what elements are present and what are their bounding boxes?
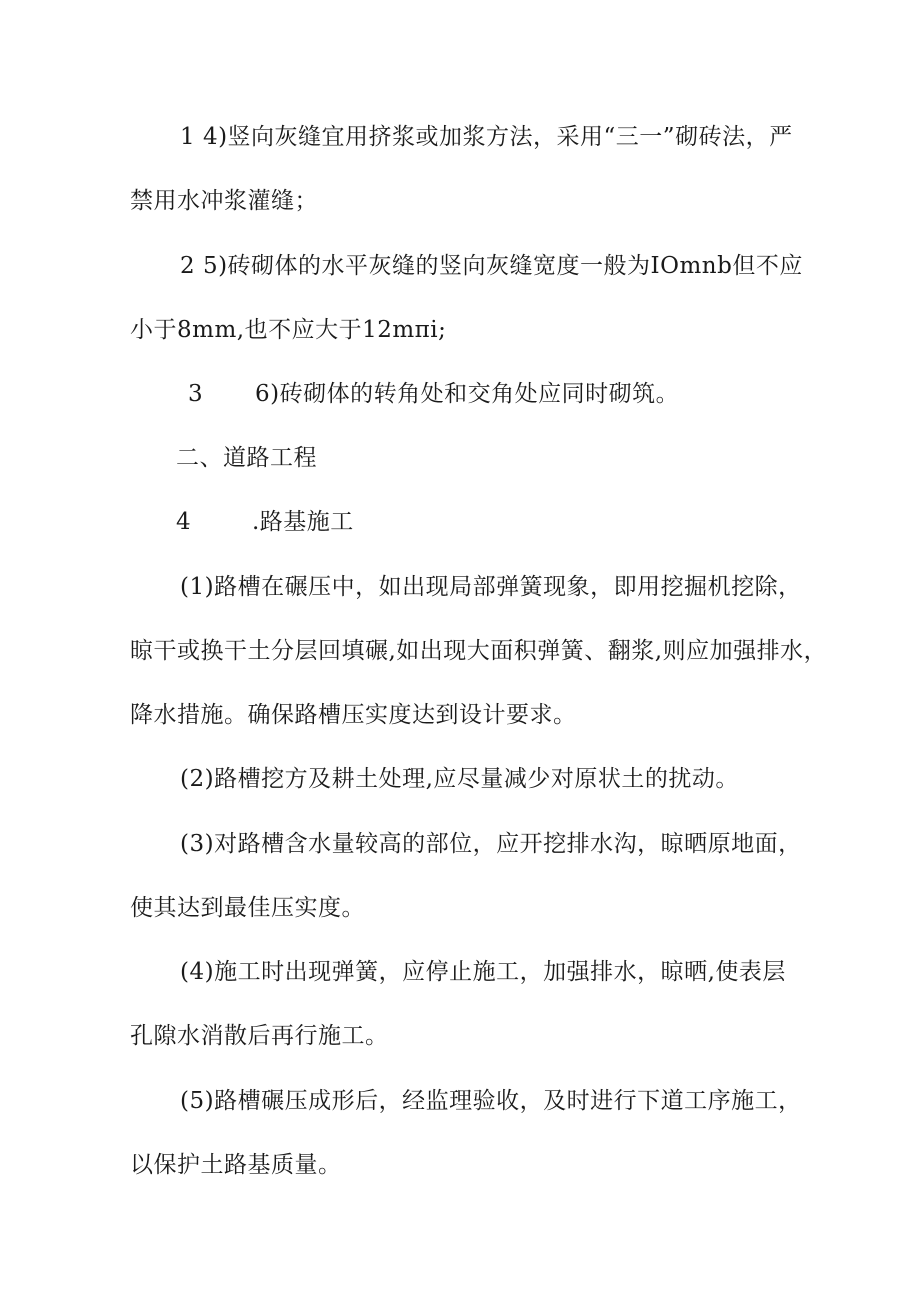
section-heading: 二、道路工程: [176, 445, 317, 471]
list-number: 4: [176, 509, 192, 535]
text-line: (2)路槽挖方及耕土处理,应尽量减少对原状土的扰动。: [180, 766, 739, 792]
text-line: (4)施工时出现弹簧，应停止施工，加强排水，晾晒,使表层: [180, 959, 786, 985]
text-line: 6)砖砌体的转角处和交角处应同时砌筑。: [255, 381, 680, 407]
list-number: 3: [188, 381, 204, 407]
text-line: (1)路槽在碾压中，如出现局部弹簧现象，即用挖掘机挖除，: [180, 574, 802, 600]
text-line: 1 4)竖向灰缝宜用挤浆或加浆方法，采用“三一”砌砖法，严: [180, 124, 793, 150]
text-line: 晾干或换干土分层回填碾,如出现大面积弹簧、翻浆,则应加强排水，: [130, 638, 828, 664]
text-line: (5)路槽碾压成形后，经监理验收，及时进行下道工序施工，: [180, 1088, 802, 1114]
text-line: 孔隙水消散后再行施工。: [130, 1023, 389, 1049]
text-line: 降水措施。确保路槽压实度达到设计要求。: [130, 702, 577, 728]
text-line: 小于8mm,也不应大于12mπi;: [130, 317, 447, 343]
text-line: 以保护土路基质量。: [130, 1152, 342, 1178]
text-line: 禁用水冲浆灌缝；: [130, 188, 318, 214]
text-line: 2 5)砖砌体的水平灰缝的竖向灰缝宽度一般为IOmnb但不应: [180, 253, 803, 279]
text-line: (3)对路槽含水量较高的部位，应开挖排水沟，晾晒原地面，: [180, 831, 802, 857]
subsection-heading: .路基施工: [252, 509, 354, 535]
text-line: 使其达到最佳压实度。: [130, 895, 365, 921]
